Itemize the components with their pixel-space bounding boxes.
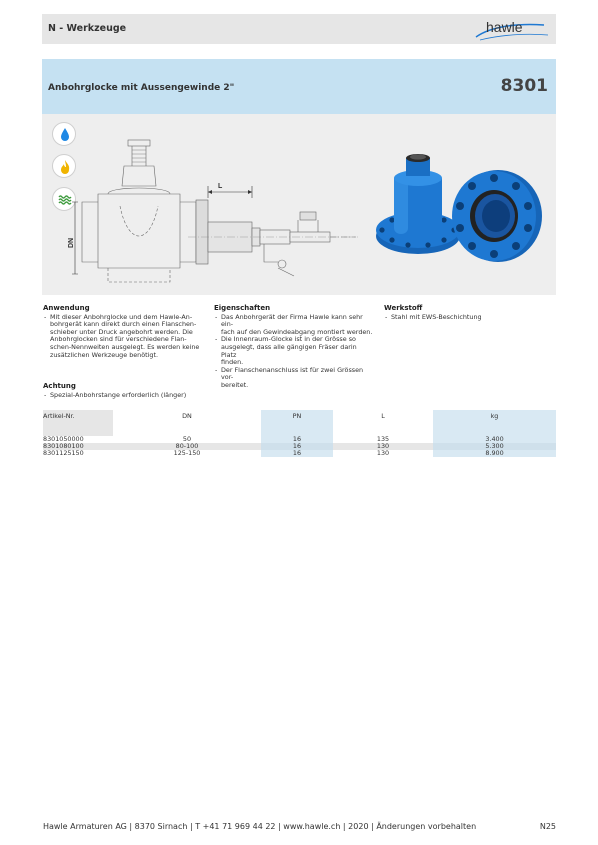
anwendung-item: - Mit dieser Anbohrglocke und dem Hawle-An- bohrgerät kann direkt durch einen Flanschen- schieber unter Druck angebohrt werden. Die Anbohrglocken sind für verschiedene Flan- schen-Nennweiten ausgelegt. Es werden keine zusätzlichen Werkzeuge benötigt. <box>43 314 203 360</box>
cell-kg: 5.300 <box>433 443 556 450</box>
anwendung-heading: Anwendung <box>43 304 90 312</box>
cell-l: 130 <box>376 449 390 457</box>
cell-l: 130 <box>333 443 433 450</box>
cell-kg: 3.400 <box>433 436 556 443</box>
section-title: N - Werkzeuge <box>48 23 127 34</box>
article-table <box>43 410 556 457</box>
cell-pn: 16 <box>261 436 333 443</box>
cell-artikel: 8301125150 <box>43 449 84 457</box>
achtung-heading: Achtung <box>43 382 76 390</box>
table-header-row <box>43 410 556 436</box>
cell-artikel: 8301050000 <box>43 435 84 443</box>
cell-dn: 80-100 <box>113 443 261 450</box>
column-header-dn: DN <box>182 412 192 420</box>
eigenschaften-item: - Der Flanschenanschluss ist für zwei Grössen vor- bereitet. <box>214 367 374 390</box>
dn-dimension-label: DN <box>68 237 75 248</box>
cell-pn: 16 <box>261 443 333 450</box>
column-header-l: L <box>381 412 385 420</box>
hawle-logo <box>470 15 552 43</box>
product-hero <box>42 114 556 295</box>
product-code: 8301 <box>500 76 548 96</box>
technical-drawing <box>68 136 358 286</box>
product-title: Anbohrglocke mit Aussengewinde 2" <box>48 83 235 93</box>
eigenschaften-heading: Eigenschaften <box>214 304 271 312</box>
logo-text: hawle <box>486 19 523 35</box>
column-header-artikel: Artikel-Nr. <box>43 410 113 436</box>
eigenschaften-item: - Das Anbohrgerät der Firma Hawle kann sehr ein- fach auf den Gewindeabgang montiert werden. <box>214 314 374 337</box>
achtung-item: - Spezial-Anbohrstange erforderlich (länger) <box>43 392 243 400</box>
page-footer <box>43 822 556 831</box>
achtung-section <box>43 383 243 399</box>
cell-kg: 8.900 <box>433 450 556 457</box>
anwendung-section <box>43 305 203 359</box>
column-header-kg: kg <box>433 410 556 436</box>
product-photo <box>368 144 550 284</box>
cell-dn: 50 <box>182 435 192 443</box>
cell-artikel: 8301080100 <box>43 443 113 450</box>
cell-l: 135 <box>376 435 390 443</box>
footer-company-info: Hawle Armaturen AG | 8370 Sirnach | T +41 71 969 44 22 | www.hawle.ch | 2020 | Änderungen vorbehalten <box>43 822 477 831</box>
column-header-pn: PN <box>261 410 333 436</box>
l-dimension-label: L <box>218 183 223 190</box>
werkstoff-heading: Werkstoff <box>384 304 423 312</box>
section-header <box>42 14 556 44</box>
page-number: N25 <box>539 822 556 831</box>
werkstoff-section <box>384 305 554 321</box>
product-title-band <box>42 59 556 114</box>
cell-pn: 16 <box>261 450 333 457</box>
werkstoff-item: - Stahl mit EWS-Beschichtung <box>384 314 554 322</box>
eigenschaften-section <box>214 305 374 390</box>
cell-dn: 125-150 <box>173 449 201 457</box>
eigenschaften-item: - Die Innenraum-Glocke ist in der Grösse so ausgelegt, dass alle gängigen Fräser darin Platz finden. <box>214 336 374 366</box>
table-row <box>43 450 556 457</box>
